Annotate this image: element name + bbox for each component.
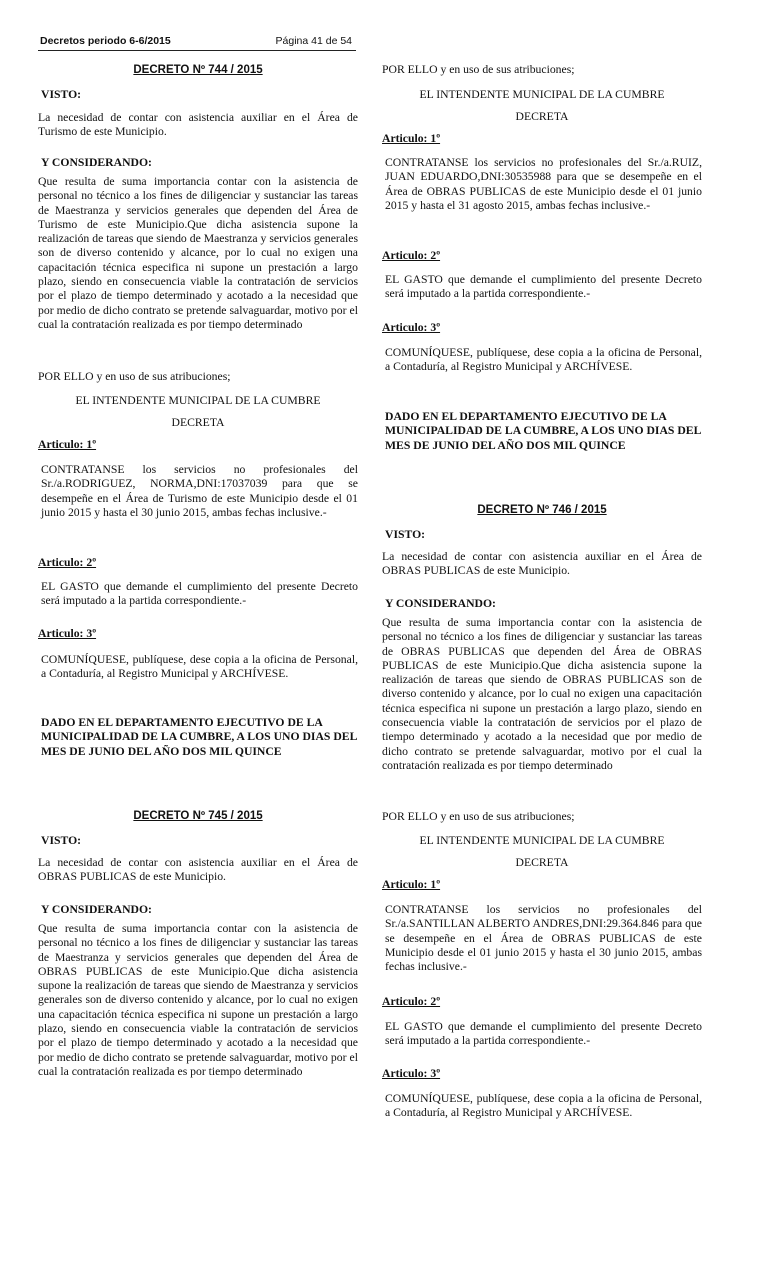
decree-746-art3-label: Articulo: 3º bbox=[382, 1067, 441, 1080]
decree-745-art2-label: Articulo: 2º bbox=[382, 249, 441, 262]
decree-746-visto-label: VISTO: bbox=[385, 528, 426, 541]
header-page-number: Página 41 de 54 bbox=[275, 35, 352, 47]
decree-744-visto-label: VISTO: bbox=[41, 88, 82, 101]
decree-746-title: DECRETO Nº 746 / 2015 bbox=[477, 504, 607, 516]
decree-746-art2-label: Articulo: 2º bbox=[382, 995, 441, 1008]
decree-746-decreta: DECRETA bbox=[515, 856, 569, 869]
decree-745-dado: DADO EN EL DEPARTAMENTO EJECUTIVO DE LA MUNICIPALIDAD DE LA CUMBRE, A LOS UNO DIAS DEL MES DE JUNIO DEL AÑO DOS MIL QUINCE bbox=[385, 410, 701, 452]
decree-745-intendente: EL INTENDENTE MUNICIPAL DE LA CUMBRE bbox=[419, 88, 665, 101]
decree-746-art1-text: CONTRATANSE los servicios no profesionales del Sr./a.SANTILLAN ALBERTO ANDRES,DNI:29.364.846 para que se desempeñe en el Área de OBRAS PUBLICAS de este Municipio desde el 01 junio 2015 y hasta el 30 junio 2015, ambas fechas inclusive.- bbox=[385, 903, 702, 974]
decree-745-considerando-text: Que resulta de suma importancia contar con la asistencia de personal no técnico a los fines de diligenciar y sustanciar las tareas de Maestranza y servicios generales que dependen del Área de OBRAS PUBLICAS de este Municipio.Que dicha asistencia supone la realización de tareas que siendo de Maestranza y servicios generales son de diverso contenido y alcance, por lo cual no exigen una capacitación técnica especifica ni supone un prestación a largo plazo, siendo en consecuencia viable la contratación de servicios por el plazo de tiempo determinado y acotado a la necesidad que por medio de dicho contrato se pretende salvaguardar, motivo por el cual la contratación realizada es por tiempo determinado bbox=[38, 922, 358, 1078]
decree-744-title: DECRETO Nº 744 / 2015 bbox=[133, 64, 263, 76]
decree-744-art3-label: Articulo: 3º bbox=[38, 627, 97, 640]
decree-745-art1-label: Articulo: 1º bbox=[382, 132, 441, 145]
decree-745-considerando-label: Y CONSIDERANDO: bbox=[41, 903, 152, 916]
decree-746-intendente: EL INTENDENTE MUNICIPAL DE LA CUMBRE bbox=[419, 834, 665, 847]
decree-744-considerando-label: Y CONSIDERANDO: bbox=[41, 156, 152, 169]
decree-746-art1-label: Articulo: 1º bbox=[382, 878, 441, 891]
decree-745-title: DECRETO Nº 745 / 2015 bbox=[133, 810, 263, 822]
decree-744-art1-text: CONTRATANSE los servicios no profesionales del Sr./a.RODRIGUEZ, NORMA,DNI:17037039 para que se desempeñe en el Área de Turismo de este Municipio desde el 01 junio 2015 y hasta el 30 junio 2015, ambas fechas inclusive.- bbox=[41, 463, 358, 519]
decree-746-por-ello: POR ELLO y en uso de sus atribuciones; bbox=[382, 810, 575, 823]
header-period: Decretos periodo 6-6/2015 bbox=[40, 35, 171, 47]
decree-744-visto-text: La necesidad de contar con asistencia auxiliar en el Área de Turismo de este Municipio. bbox=[38, 111, 358, 139]
decree-746-art2-text: EL GASTO que demande el cumplimiento del presente Decreto será imputado a la partida correspondiente.- bbox=[385, 1020, 702, 1048]
decree-745-por-ello: POR ELLO y en uso de sus atribuciones; bbox=[382, 63, 575, 76]
decree-745-decreta: DECRETA bbox=[515, 110, 569, 123]
decree-744-art1-label: Articulo: 1º bbox=[38, 438, 97, 451]
decree-745-art3-text: COMUNÍQUESE, publíquese, dese copia a la oficina de Personal, a Contaduría, al Registro Municipal y ARCHÍVESE. bbox=[385, 346, 702, 374]
decree-745-art3-label: Articulo: 3º bbox=[382, 321, 441, 334]
decree-744-intendente: EL INTENDENTE MUNICIPAL DE LA CUMBRE bbox=[75, 394, 321, 407]
decree-745-visto-label: VISTO: bbox=[41, 834, 82, 847]
decree-746-art3-text: COMUNÍQUESE, publíquese, dese copia a la oficina de Personal, a Contaduría, al Registro Municipal y ARCHÍVESE. bbox=[385, 1092, 702, 1120]
decree-744-decreta: DECRETA bbox=[171, 416, 225, 429]
decree-744-considerando-text: Que resulta de suma importancia contar con la asistencia de personal no técnico a los fines de diligenciar y sustanciar las tareas de Maestranza y servicios generales que dependen del Área de Turismo de este Municipio.Que dicha asistencia supone la realización de tareas que siendo de Maestranza y servicios generales son de diverso contenido y alcance, por lo cual no exigen una capacitación técnica especifica ni supone un prestación a largo plazo, siendo en consecuencia viable la contratación de servicios por el plazo de tiempo determinado y acotado a la necesidad que por medio de dicho contrato se pretende salvaguardar, motivo por el cual la contratación realizada es por tiempo determinado bbox=[38, 175, 358, 331]
decree-744-art2-text: EL GASTO que demande el cumplimiento del presente Decreto será imputado a la partida correspondiente.- bbox=[41, 580, 358, 608]
decree-744-dado: DADO EN EL DEPARTAMENTO EJECUTIVO DE LA MUNICIPALIDAD DE LA CUMBRE, A LOS UNO DIAS DEL MES DE JUNIO DEL AÑO DOS MIL QUINCE bbox=[41, 716, 357, 758]
decree-744-por-ello: POR ELLO y en uso de sus atribuciones; bbox=[38, 370, 231, 383]
decree-746-considerando-label: Y CONSIDERANDO: bbox=[385, 597, 496, 610]
decree-744-art3-text: COMUNÍQUESE, publíquese, dese copia a la oficina de Personal, a Contaduría, al Registro Municipal y ARCHÍVESE. bbox=[41, 653, 358, 681]
decree-746-visto-text: La necesidad de contar con asistencia auxiliar en el Área de OBRAS PUBLICAS de este Municipio. bbox=[382, 550, 702, 578]
decree-745-art2-text: EL GASTO que demande el cumplimiento del presente Decreto será imputado a la partida correspondiente.- bbox=[385, 273, 702, 301]
decree-745-art1-text: CONTRATANSE los servicios no profesionales del Sr./a.RUIZ, JUAN EDUARDO,DNI:30535988 para que se desempeñe en el Área de OBRAS PUBLICAS de este Municipio desde el 01 junio 2015 y hasta el 31 agosto 2015, ambas fechas inclusive.- bbox=[385, 156, 702, 212]
decree-745-visto-text: La necesidad de contar con asistencia auxiliar en el Área de OBRAS PUBLICAS de este Municipio. bbox=[38, 856, 358, 884]
decree-746-considerando-text: Que resulta de suma importancia contar con la asistencia de personal no técnico a los fines de diligenciar y sustanciar las tareas de OBRAS PUBLICAS que dependen del Área de OBRAS PUBLICAS de este Municipio.Que dicha asistencia supone la realización de tareas que siendo de OBRAS PUBLICAS son de diverso contenido y alcance, por lo cual no exigen una capacitación técnica especifica ni supone un prestación a largo plazo, siendo en consecuencia viable la contratación de servicios por el plazo de tiempo determinado y acotado a la necesidad que por medio de dicho contrato se pretende salvaguardar, motivo por el cual la contratación realizada es por tiempo determinado bbox=[382, 616, 702, 772]
decree-744-art2-label: Articulo: 2º bbox=[38, 556, 97, 569]
page-header bbox=[38, 35, 356, 51]
